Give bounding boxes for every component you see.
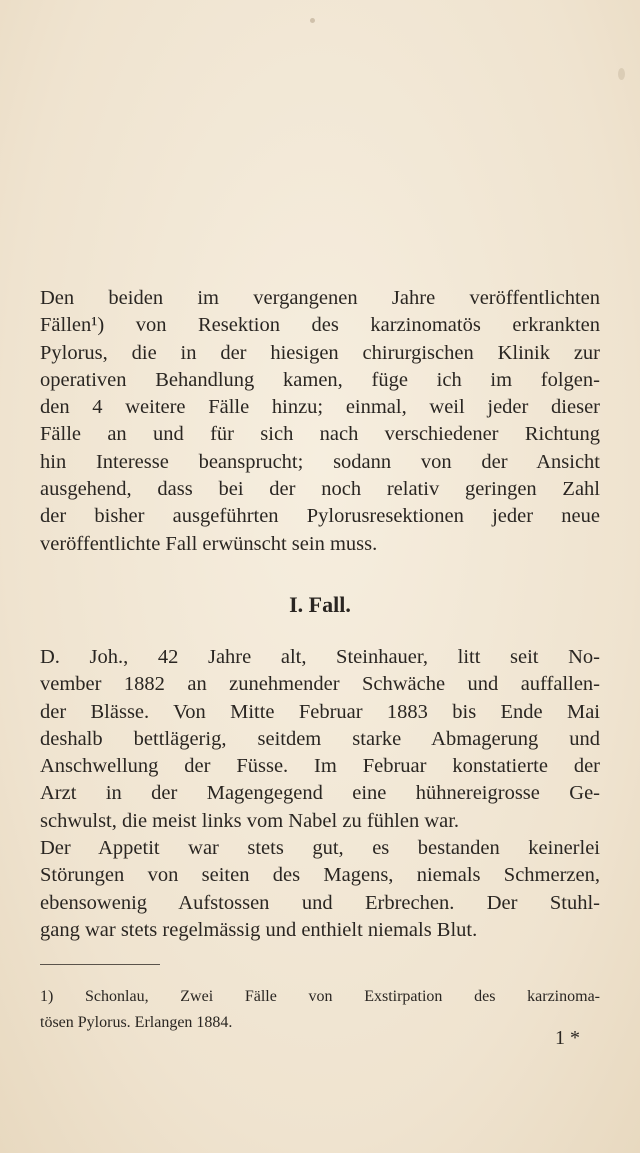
text-line: der bisher ausgeführten Pylorusresektionen jeder neue [40, 505, 600, 528]
text-line: ebensowenig Aufstossen und Erbrechen. Der Stuhl- [40, 891, 600, 914]
footnote [40, 984, 600, 1036]
text-line: veröffentlichte Fall erwünscht sein muss. [40, 532, 378, 555]
text-line: gang war stets regelmässig und enthielt niemals Blut. [40, 918, 478, 941]
case-heading: I. Fall. [289, 592, 351, 617]
paper-speck [310, 18, 315, 23]
text-line: Pylorus, die in der hiesigen chirurgischen Klinik zur [40, 341, 600, 364]
text-line: Den beiden im vergangenen Jahre veröffentlichten [40, 287, 600, 309]
text-line: Arzt in der Magengegend eine hühnereigrosse Ge- [40, 782, 600, 805]
text-line: Anschwellung der Füsse. Im Februar konstatierte der [40, 755, 600, 778]
text-line: vember 1882 an zunehmender Schwäche und auffallen- [40, 673, 600, 696]
footnote-divider [40, 964, 160, 965]
text-line: Fällen¹) von Resektion des karzinomatös erkrankten [40, 314, 600, 337]
text-line: Der Appetit war stets gut, es bestanden keinerlei [40, 837, 600, 859]
text-line: Fälle an und für sich nach verschiedener Richtung [40, 423, 600, 446]
case-paragraph-2 [40, 835, 600, 944]
text-line: der Blässe. Von Mitte Februar 1883 bis Ende Mai [40, 700, 600, 723]
case-paragraph-1 [40, 644, 600, 835]
text-line: D. Joh., 42 Jahre alt, Steinhauer, litt seit No- [40, 646, 600, 668]
signature-mark: 1 * [555, 1027, 580, 1049]
text-line: Störungen von seiten des Magens, niemals Schmerzen, [40, 864, 600, 887]
footnote-line: tösen Pylorus. Erlangen 1884. [40, 1014, 233, 1031]
paper-speck [618, 68, 625, 80]
text-line: den 4 weitere Fälle hinzu; einmal, weil jeder dieser [40, 396, 600, 419]
intro-paragraph [40, 285, 600, 558]
text-line: operativen Behandlung kamen, füge ich im folgen- [40, 368, 600, 391]
text-line: hin Interesse beansprucht; sodann von der Ansicht [40, 450, 600, 473]
text-line: ausgehend, dass bei der noch relativ geringen Zahl [40, 478, 600, 501]
text-line: deshalb bettlägerig, seitdem starke Abmagerung und [40, 727, 600, 750]
text-line: schwulst, die meist links vom Nabel zu fühlen war. [40, 809, 460, 832]
footnote-line: 1) Schonlau, Zwei Fälle von Exstirpation des karzinoma- [40, 988, 600, 1005]
